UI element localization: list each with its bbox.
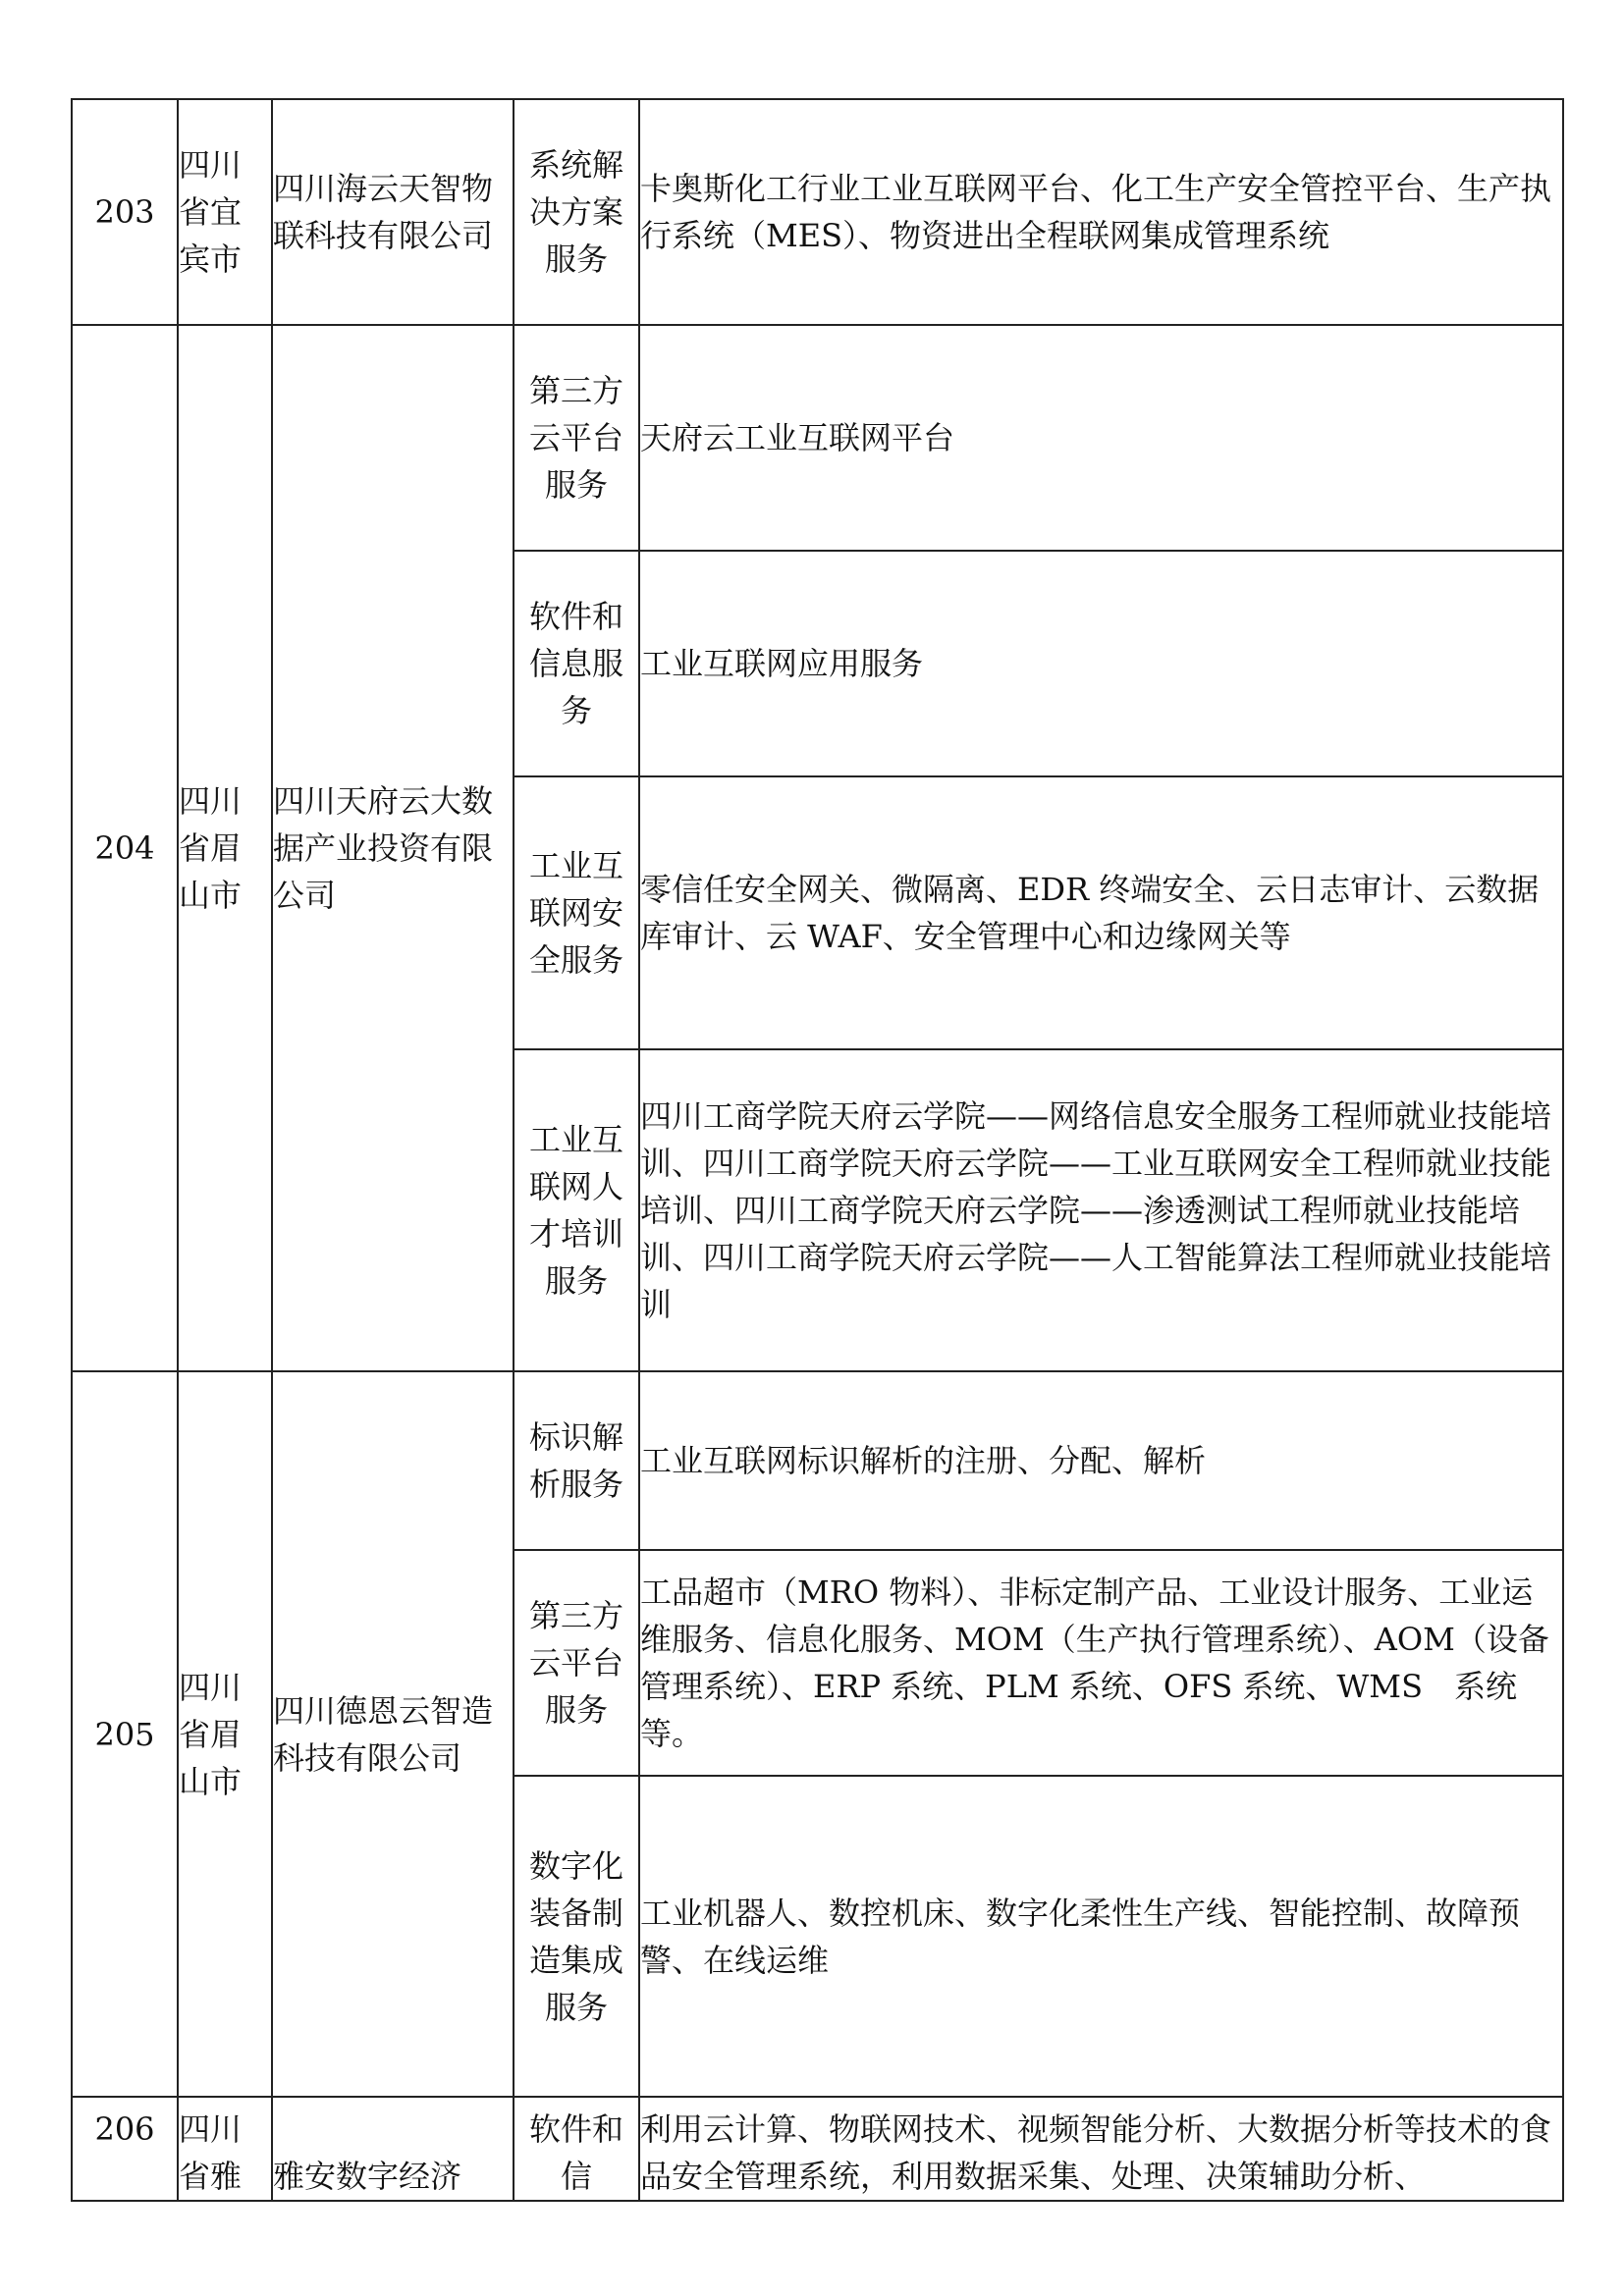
row-number: 204 bbox=[72, 325, 178, 1371]
service-type: 工业互联网人才培训服务 bbox=[514, 1049, 639, 1371]
service-type: 系统解决方案服务 bbox=[514, 99, 639, 325]
service-type: 工业互联网安全服务 bbox=[514, 776, 639, 1049]
service-type: 第三方云平台服务 bbox=[514, 1550, 639, 1776]
service-type: 标识解析服务 bbox=[514, 1371, 639, 1550]
row-region: 四川省眉山市 bbox=[178, 325, 272, 1371]
service-content: 零信任安全网关、微隔离、EDR 终端安全、云日志审计、云数据库审计、云 WAF、安全管理中心和边缘网关等 bbox=[639, 776, 1563, 1049]
service-content: 利用云计算、物联网技术、视频智能分析、大数据分析等技术的食品安全管理系统，利用数据采集、处理、决策辅助分析、 bbox=[639, 2097, 1563, 2201]
service-content: 工业互联网应用服务 bbox=[639, 551, 1563, 776]
row-region: 四川省宜宾市 bbox=[178, 99, 272, 325]
table-row bbox=[72, 325, 1563, 551]
service-type: 第三方云平台服务 bbox=[514, 325, 639, 551]
row-company: 雅安数字经济 bbox=[272, 2097, 514, 2201]
service-type: 数字化装备制造集成服务 bbox=[514, 1776, 639, 2097]
service-content: 工业机器人、数控机床、数字化柔性生产线、智能控制、故障预警、在线运维 bbox=[639, 1776, 1563, 2097]
table-row bbox=[72, 99, 1563, 325]
row-company: 四川德恩云智造科技有限公司 bbox=[272, 1371, 514, 2097]
service-provider-table bbox=[71, 98, 1564, 2202]
row-number: 205 bbox=[72, 1371, 178, 2097]
row-company: 四川海云天智物联科技有限公司 bbox=[272, 99, 514, 325]
table-row bbox=[72, 2097, 1563, 2201]
service-type: 软件和信息服务 bbox=[514, 551, 639, 776]
table-row bbox=[72, 1371, 1563, 1550]
service-content: 工业互联网标识解析的注册、分配、解析 bbox=[639, 1371, 1563, 1550]
service-type: 软件和信 bbox=[514, 2097, 639, 2201]
row-region: 四川省雅 bbox=[178, 2097, 272, 2201]
row-region: 四川省眉山市 bbox=[178, 1371, 272, 2097]
service-content: 卡奥斯化工行业工业互联网平台、化工生产安全管控平台、生产执行系统（MES）、物资进出全程联网集成管理系统 bbox=[639, 99, 1563, 325]
row-company: 四川天府云大数据产业投资有限公司 bbox=[272, 325, 514, 1371]
row-number: 203 bbox=[72, 99, 178, 325]
service-content: 四川工商学院天府云学院——网络信息安全服务工程师就业技能培训、四川工商学院天府云学院——工业互联网安全工程师就业技能培训、四川工商学院天府云学院——渗透测试工程师就业技能培训、四川工商学院天府云学院——人工智能算法工程师就业技能培训 bbox=[639, 1049, 1563, 1371]
row-number: 206 bbox=[72, 2097, 178, 2201]
service-content: 工品超市（MRO 物料）、非标定制产品、工业设计服务、工业运维服务、信息化服务、MOM（生产执行管理系统）、AOM（设备管理系统）、ERP 系统、PLM 系统、OFS 系统、WMS 系统等。 bbox=[639, 1550, 1563, 1776]
service-content: 天府云工业互联网平台 bbox=[639, 325, 1563, 551]
